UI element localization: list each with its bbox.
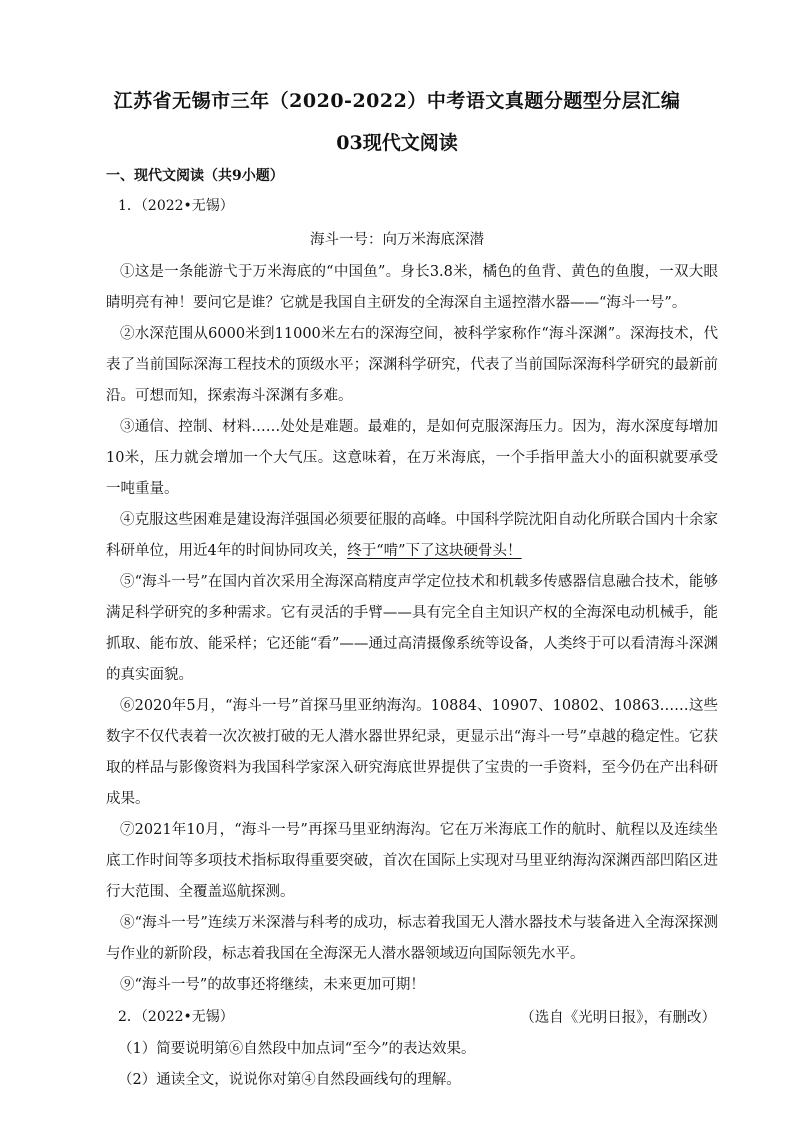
article-title: 海斗一号：向万米海底深潜 xyxy=(310,232,484,248)
paragraph-8: ⑧“海斗一号”连续万米深潜与科考的成功，标志着我国无人潜水器技术与装备进入全海深探测与作业的新阶段，标志着我国在全海深无人潜水器领域迈向国际领先水平。 xyxy=(106,915,718,962)
document-subtitle: 03现代文阅读 xyxy=(336,132,458,154)
paragraph-4-underlined-sentence: 终于“啃”下了这块硬骨头！ xyxy=(347,543,522,559)
document-title: 江苏省无锡市三年（2020-2022）中考语文真题分题型分层汇编 xyxy=(113,90,681,112)
paragraph-4 xyxy=(106,505,718,567)
paragraph-2: ②水深范围从6000米到11000米左右的深海空间，被科学家称作“海斗深渊”。深海技术，代表了当前国际深海工程技术的顶级水平；深渊科学研究，代表了当前国际深海科学研究的最新前沿。可想而知，探索海斗深渊有多难。 xyxy=(106,326,718,404)
sub-question-2: （2）通读全文，说说你对第④自然段画线句的理解。 xyxy=(118,1072,461,1088)
paragraph-7: ⑦2021年10月，“海斗一号”再探马里亚纳海沟。它在万米海底工作的航时、航程以及连续坐底工作时间等多项技术指标取得重要突破，首次在国际上实现对马里亚纳海沟深渊西部凹陷区进行大范围、全覆盖巡航探测。 xyxy=(106,822,718,900)
paragraph-5: ⑤“海斗一号”在国内首次采用全海深高精度声学定位技术和机载多传感器信息融合技术，能够满足科学研究的多种需求。它有灵活的手臂——具有完全自主知识产权的全海深电动机械手，能抓取、能布放、能采样；它还能“看”——通过高清摄像系统等设备，人类终于可以看清海斗深渊的真实面貌。 xyxy=(106,574,718,683)
paragraph-6: ⑥2020年5月，“海斗一号”首探马里亚纳海沟。10884、10907、10802、10863……这些数字不仅代表着一次次被打破的无人潜水器世界纪录，更显示出“海斗一号”卓越的稳定性。它获取的样品与影像资料为我国科学家深入研究海底世界提供了宝贵的一手资料，至今仍在产出科研成果。 xyxy=(106,698,718,807)
paragraph-4-text: ④克服这些困难是建设海洋强国必须要征服的高峰。中国科学院沈阳自动化所联合国内十余家科研单位，用近4年的时间协同攻关， xyxy=(106,512,718,559)
section-heading: 一、现代文阅读（共9小题） xyxy=(106,168,284,184)
paragraph-1: ①这是一条能游弋于万米海底的“中国鱼”。身长3.8米，橘色的鱼背、黄色的鱼腹，一双大眼睛明亮有神！要问它是谁？它就是我国自主研发的全海深自主遥控潜水器——“海斗一号”。 xyxy=(106,264,718,311)
question-1-number: 1．（2022•无锡） xyxy=(118,198,234,214)
sub-question-1: （1）简要说明第⑥自然段中加点词“至今”的表达效果。 xyxy=(118,1041,476,1057)
paragraph-3: ③通信、控制、材料……处处是难题。最难的，是如何克服深海压力。因为，海水深度每增加10米，压力就会增加一个大气压。这意味着，在万米海底，一个手指甲盖大小的面积就要承受一吨重量。 xyxy=(106,419,718,497)
paragraph-9: ⑨“海斗一号”的故事还将继续，未来更加可期！ xyxy=(120,977,425,993)
article-body xyxy=(106,257,718,1096)
article-source: （选自《光明日报》，有删改） xyxy=(520,1010,716,1026)
question-2-number: 2．（2022•无锡） xyxy=(118,1009,234,1025)
